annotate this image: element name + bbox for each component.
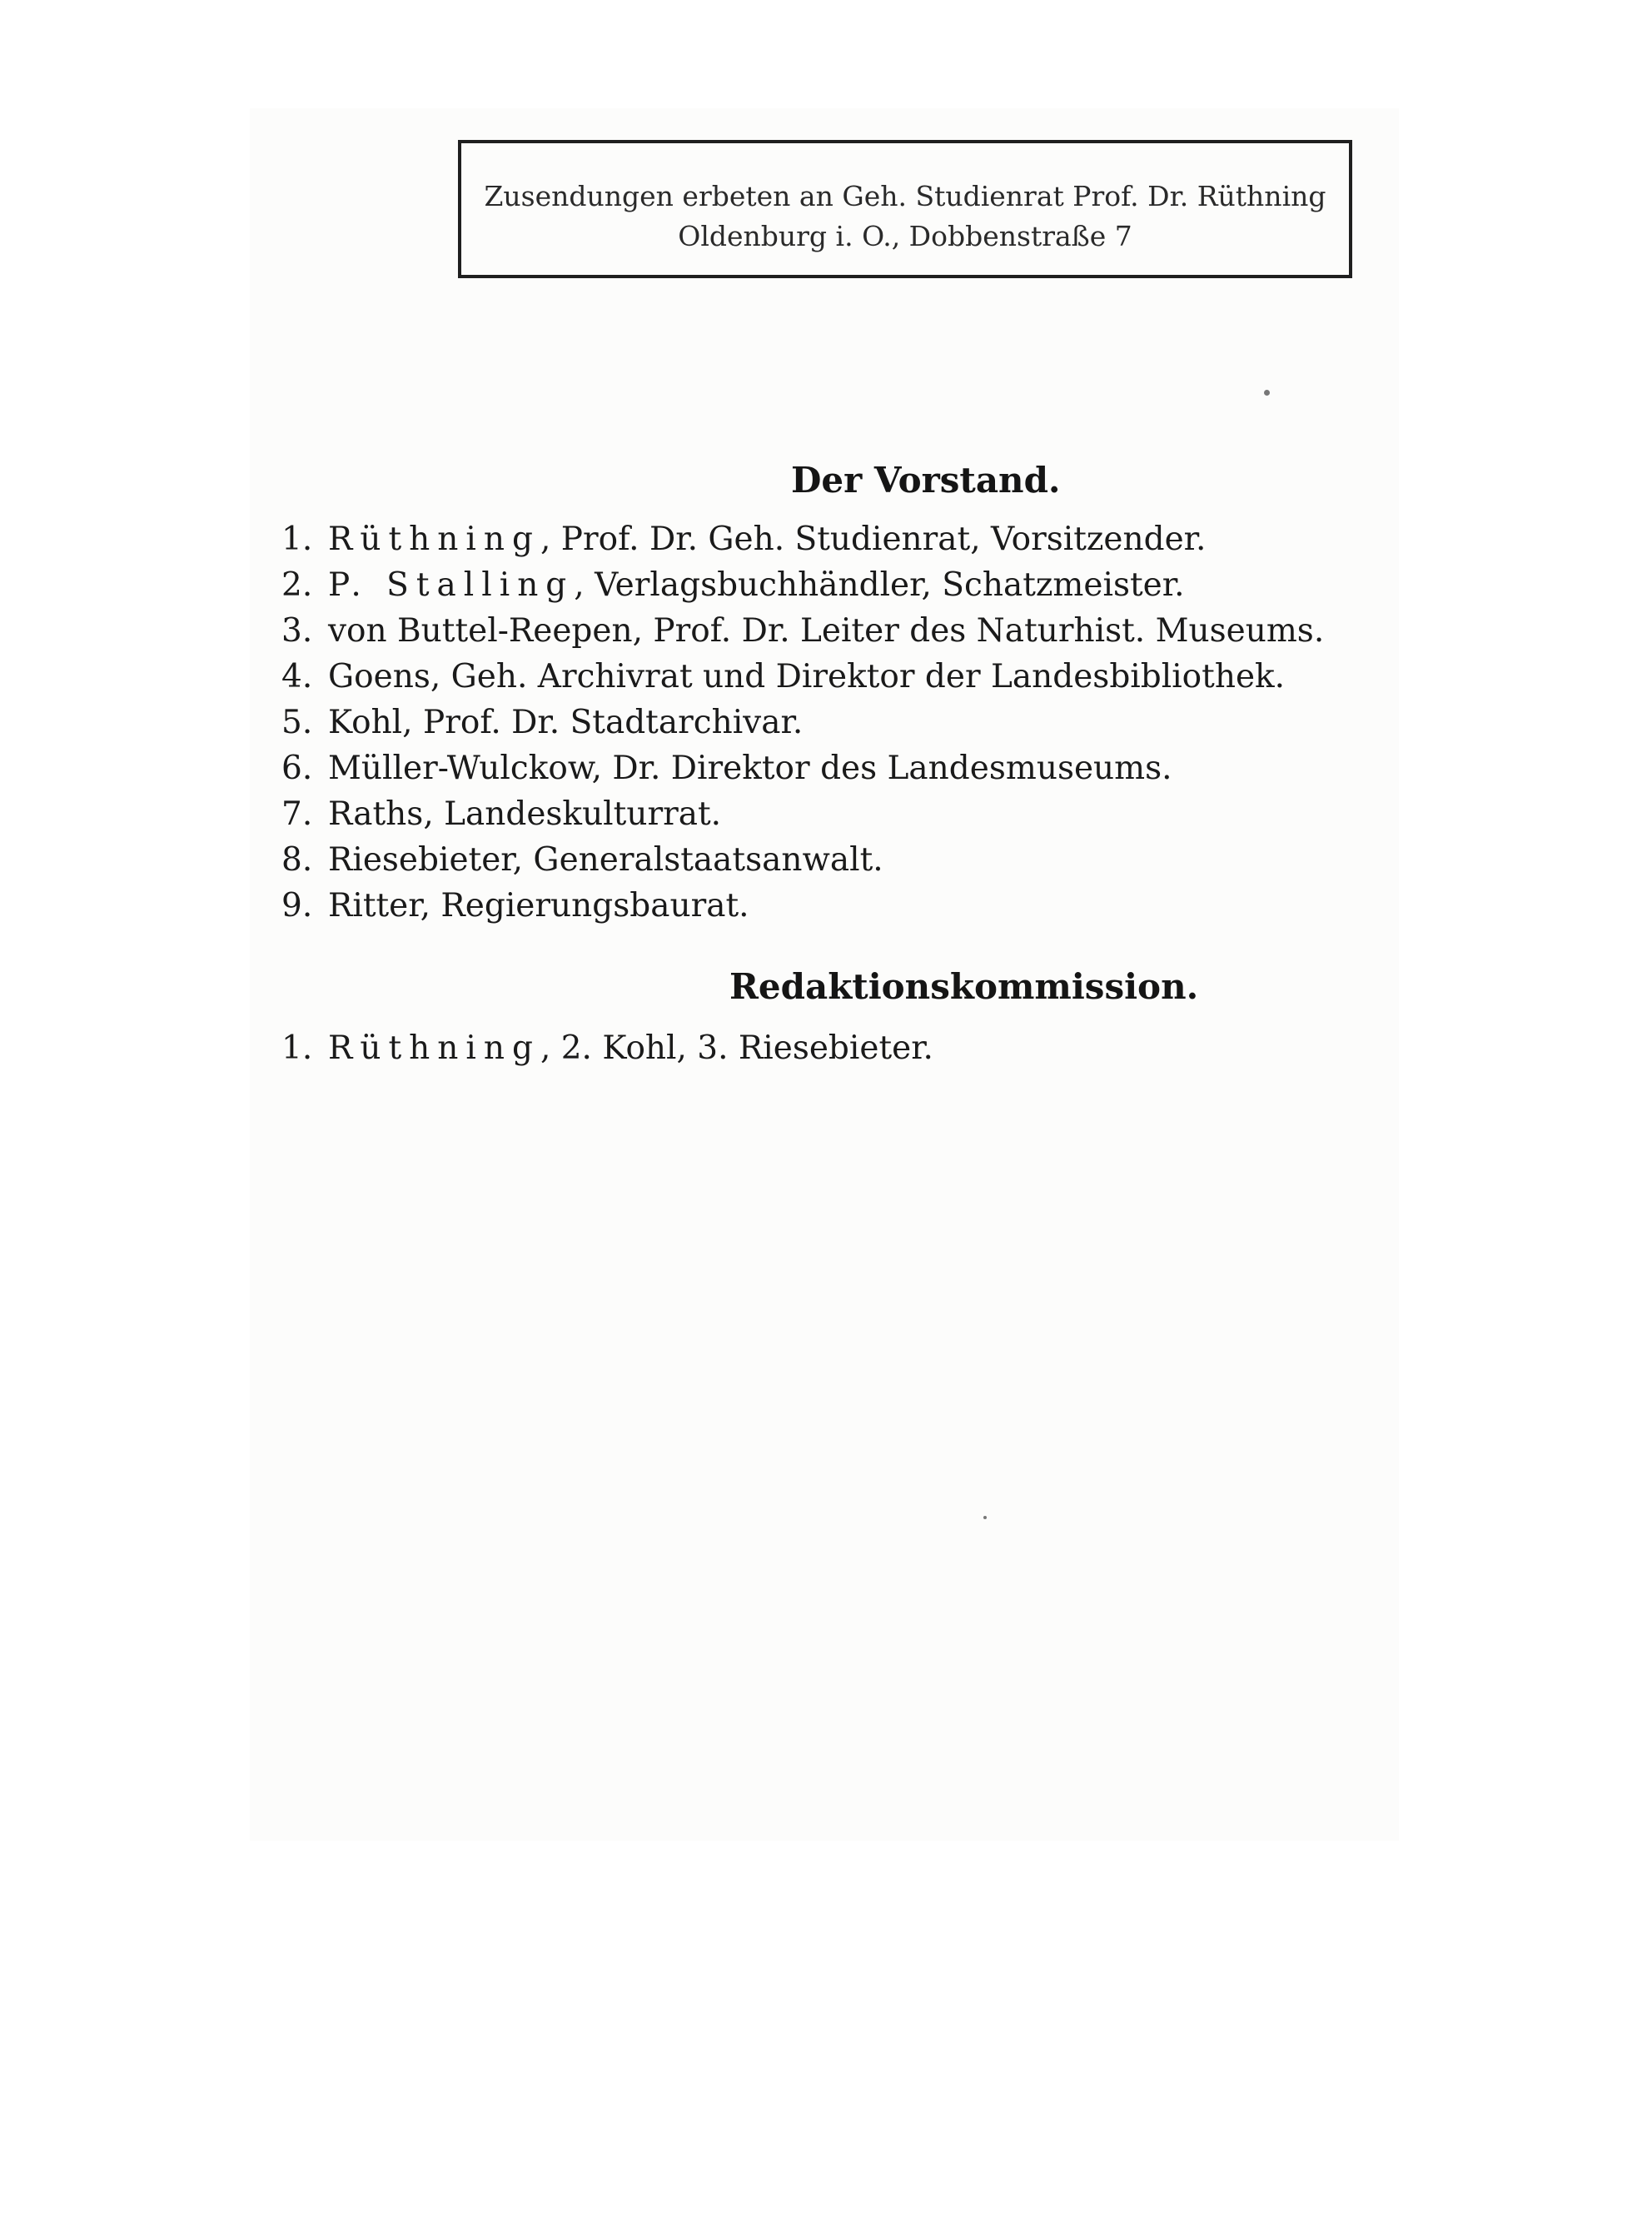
member-number: 6.	[281, 750, 313, 787]
member-entry: Riesebieter, Generalstaatsanwalt.	[328, 841, 883, 879]
board-member-row	[281, 516, 1324, 562]
board-member-row	[281, 700, 1324, 745]
board-member-row	[281, 791, 1324, 837]
member-number: 5.	[281, 704, 313, 741]
member-entry: Kohl, Prof. Dr. Stadtarchivar.	[328, 704, 804, 741]
member-entry: Goens, Geh. Archivrat und Direktor der Landesbibliothek.	[328, 658, 1286, 695]
member-entry: Müller-Wulckow, Dr. Direktor des Landesmuseums.	[328, 750, 1172, 787]
notice-line-address-to: Zusendungen erbeten an Geh. Studienrat Prof. Dr. Rüthning	[484, 180, 1326, 212]
member-title: , Verlagsbuchhändler, Schatzmeister.	[574, 566, 1185, 604]
member-name: Rüthning	[328, 521, 540, 558]
member-number: 2.	[281, 566, 313, 604]
board-member-row	[281, 837, 1324, 883]
board-member-row	[281, 608, 1324, 654]
member-entry: Raths, Landeskulturrat.	[328, 795, 722, 833]
member-number: 7.	[281, 795, 313, 833]
submission-notice-box	[458, 140, 1352, 278]
member-number: 9.	[281, 887, 313, 925]
editorial-committee-members	[281, 1025, 933, 1071]
editorial-number: 1.	[281, 1029, 313, 1067]
member-title: , Prof. Dr. Geh. Studienrat, Vorsitzender.	[540, 521, 1207, 558]
member-number: 4.	[281, 658, 313, 695]
member-number: 8.	[281, 841, 313, 879]
board-heading: Der Vorstand.	[791, 460, 1061, 501]
member-number: 3.	[281, 612, 313, 650]
board-member-row	[281, 654, 1324, 700]
print-speck	[1264, 390, 1270, 396]
editorial-member-rest: , 2. Kohl, 3. Riesebieter.	[540, 1029, 933, 1067]
print-speck	[983, 1516, 987, 1519]
member-entry: Ritter, Regierungsbaurat.	[328, 887, 749, 925]
notice-line-street: Oldenburg i. O., Dobbenstraße 7	[678, 220, 1132, 252]
editorial-member-name: Rüthning	[328, 1029, 540, 1067]
editorial-committee-heading: Redaktionskommission.	[729, 966, 1199, 1007]
board-member-list	[281, 516, 1324, 929]
board-member-row	[281, 883, 1324, 929]
member-entry: von Buttel-Reepen, Prof. Dr. Leiter des Naturhist. Museums.	[328, 612, 1325, 650]
member-name: P. Stalling	[328, 566, 575, 604]
board-member-row	[281, 562, 1324, 608]
member-number: 1.	[281, 521, 313, 558]
board-member-row	[281, 745, 1324, 791]
